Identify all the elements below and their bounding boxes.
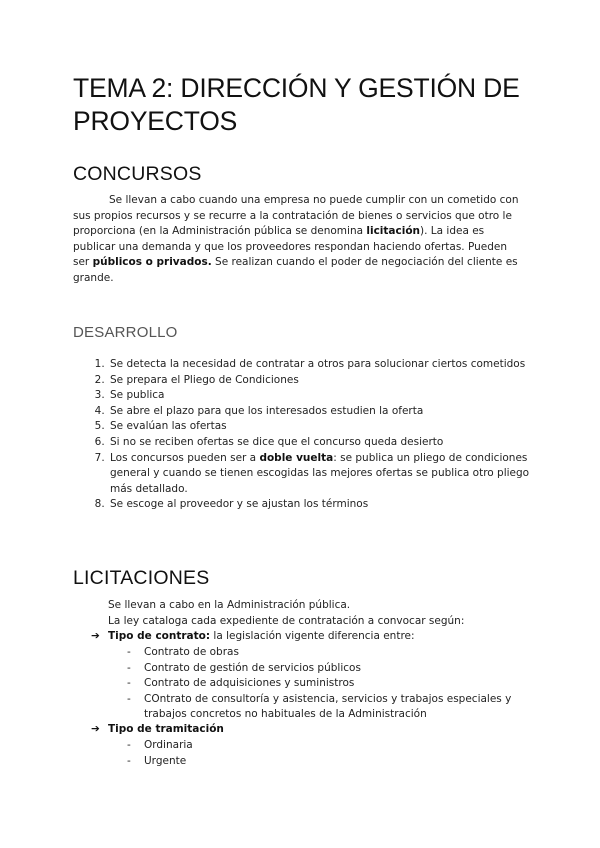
tipo-tramitacion-label: Tipo de tramitación	[108, 723, 224, 735]
list-item-text: Ordinaria	[144, 739, 193, 751]
list-item-text: Contrato de adquisiciones y suministros	[144, 677, 355, 690]
tipo-contrato-label: Tipo de contrato:	[108, 630, 211, 642]
list-item: 2. Se prepara el Pliego de Condiciones	[108, 373, 543, 389]
contratos-list	[125, 645, 530, 723]
concursos-text-1: Se llevan a cabo cuando una empresa no puede cumplir con un cometido con sus propios recursos y se recurre a la contratación de bienes o servicios que otro le proporciona (en la Administración pública se denomina	[73, 194, 519, 238]
dash-bullet: -	[127, 661, 131, 674]
list-item	[125, 692, 530, 723]
subheading-desarrollo: DESARROLLO	[73, 324, 178, 341]
list-item-text: Contrato de gestión de servicios públicos	[144, 661, 361, 674]
list-item	[125, 645, 530, 661]
list-item: 6. Si no se reciben ofertas se dice que el concurso queda desierto	[108, 435, 543, 451]
tramitaciones-list	[125, 738, 530, 769]
list-item: 3. Se publica	[108, 388, 543, 404]
section-heading-licitaciones: LICITACIONES	[73, 567, 210, 589]
list-item-text: Contrato de obras	[144, 646, 239, 658]
list-item: 8. Se escoge al proveedor y se ajustan los términos	[108, 497, 543, 513]
concursos-bold-publicos: públicos o privados.	[92, 256, 212, 269]
list-item: 4. Se abre el plazo para que los interesados estudien la oferta	[108, 404, 543, 420]
concursos-bold-licitacion: licitación	[366, 225, 421, 238]
arrow-right-icon: ➔	[91, 723, 100, 735]
concursos-text-3: Se realizan cuando el poder de negociación del cliente es grande.	[73, 256, 518, 284]
list-item	[125, 754, 530, 770]
step7-text-2: : se publica un pliego de condiciones general y cuando se tienen escogidas las mejores ofertas se publica otro pliego más detallado.	[110, 451, 530, 495]
tipo-tramitacion-item	[91, 722, 531, 738]
dash-bullet: -	[127, 739, 131, 751]
concursos-text-2: ). La idea es publicar una demanda y que los proveedores respondan haciendo ofertas. Pueden ser	[73, 225, 508, 269]
list-item: 5. Se evalúan las ofertas	[108, 419, 543, 435]
tipo-contrato-item	[91, 629, 531, 645]
concursos-paragraph	[73, 193, 523, 287]
dash-bullet: -	[127, 754, 131, 767]
licitaciones-intro-1: Se llevan a cabo en la Administración pública.	[108, 599, 351, 611]
dash-bullet: -	[127, 692, 131, 705]
list-item	[125, 738, 530, 754]
list-item	[125, 676, 530, 692]
step7-text-1: Los concursos pueden ser a	[110, 451, 260, 464]
section-heading-concursos: CONCURSOS	[73, 163, 202, 185]
list-item	[108, 451, 543, 498]
document-title: TEMA 2: DIRECCIÓN Y GESTIÓN DE PROYECTOS	[73, 73, 520, 136]
dash-bullet: -	[127, 646, 131, 658]
step7-bold-doble-vuelta: doble vuelta	[259, 451, 334, 464]
list-item-text: Urgente	[144, 754, 187, 767]
list-item: 1. Se detecta la necesidad de contratar a otros para solucionar ciertos cometidos	[108, 357, 543, 373]
tipo-contrato-text: la legislación vigente diferencia entre:	[210, 630, 415, 642]
list-item-text: COntrato de consultoría y asistencia, servicios y trabajos especiales y trabajos concretos no habituales de la Administración	[144, 692, 512, 721]
dash-bullet: -	[127, 677, 131, 690]
desarrollo-steps-list	[88, 357, 543, 513]
arrow-right-icon: ➔	[91, 630, 100, 642]
licitaciones-intro-2: La ley cataloga cada expediente de contratación a convocar según:	[108, 615, 465, 627]
list-item	[125, 661, 530, 677]
